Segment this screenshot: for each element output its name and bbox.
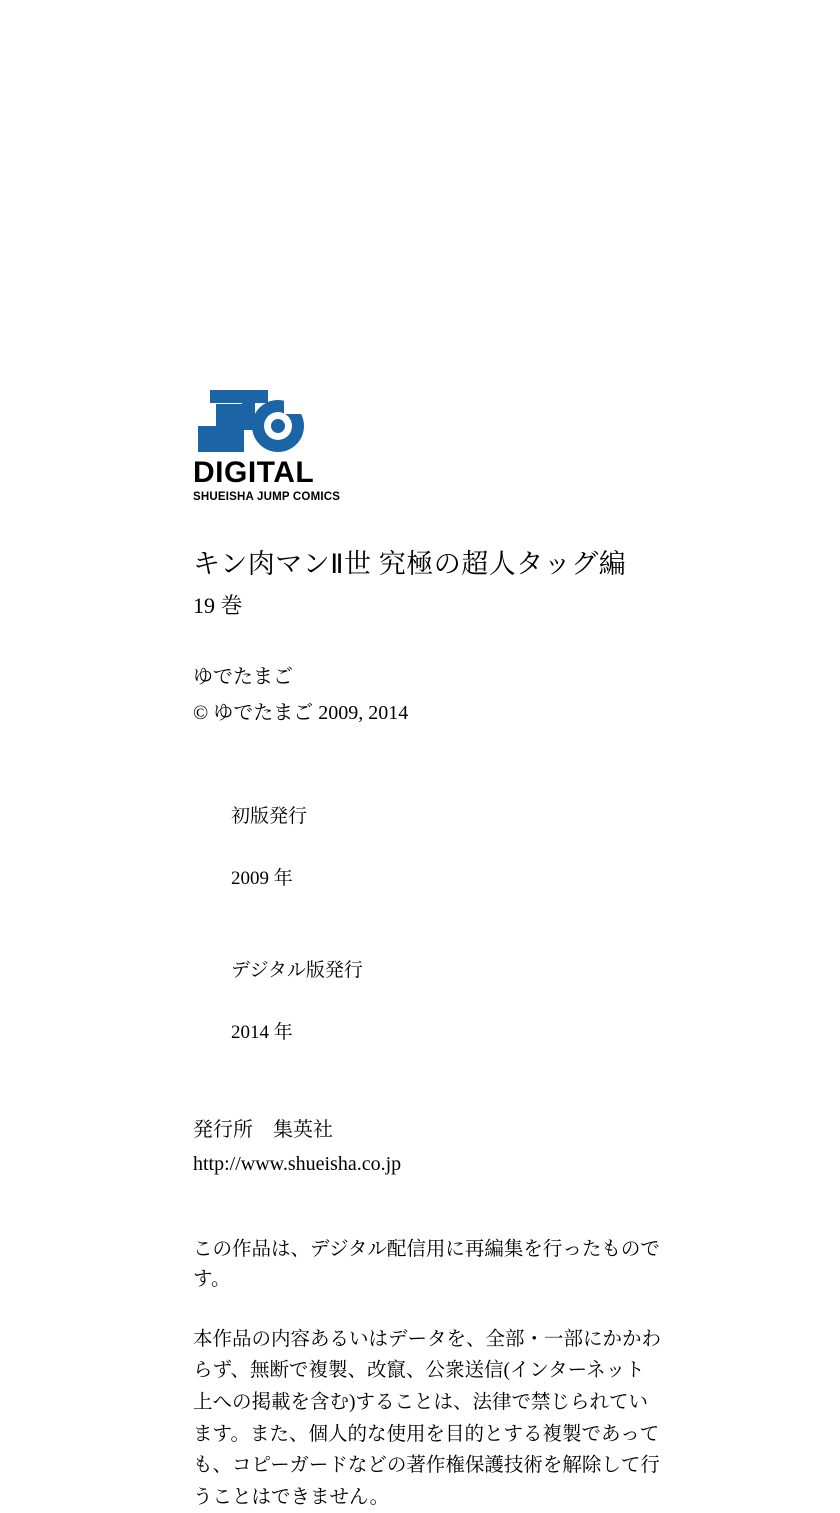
first-edition-label: 初版発行 (231, 806, 308, 828)
colophon-content (193, 390, 673, 1513)
author-name: ゆでたまご (193, 665, 293, 688)
mark-dot-shape (271, 419, 285, 433)
logo-subtitle: SHUEISHA JUMP COMICS (193, 491, 341, 503)
publication-dates (193, 772, 673, 1080)
digital-edition-label: デジタル版発行 (231, 960, 363, 982)
copyright-line: © ゆでたまご 2009, 2014 (193, 701, 409, 724)
publication-row (193, 772, 673, 926)
mark-left-notch-shape (198, 404, 216, 426)
mark-bar-shape (210, 390, 268, 403)
publisher-line: 発行所 集英社 (193, 1119, 333, 1142)
publication-row (193, 925, 673, 1079)
publisher-logo (193, 390, 341, 504)
book-title: キン肉マンⅡ世 究極の超人タッグ編 (193, 548, 627, 579)
first-edition-value: 2009 年 (231, 867, 293, 889)
mark-cut-shape (284, 394, 306, 414)
publisher-url: http://www.shueisha.co.jp (193, 1153, 402, 1176)
logo-wordmark: DIGITAL (193, 456, 315, 489)
digital-edition-value: 2014 年 (231, 1021, 293, 1043)
jump-comics-digital-mark-icon (198, 390, 304, 452)
copyright-notice: 本作品の内容あるいはデータを、全部・一部にかかわらず、無断で複製、改竄、公衆送信(インターネット上への掲載を含む)することは、法律で禁じられています。また、個人的な使用を目的とする複製であっても、コピーガードなどの著作権保護技術を解除して行うことはできません。 (193, 1328, 662, 1508)
book-volume: 19 巻 (193, 593, 243, 619)
digital-edit-notice: この作品は、デジタル配信用に再編集を行ったものです。 (193, 1239, 660, 1290)
